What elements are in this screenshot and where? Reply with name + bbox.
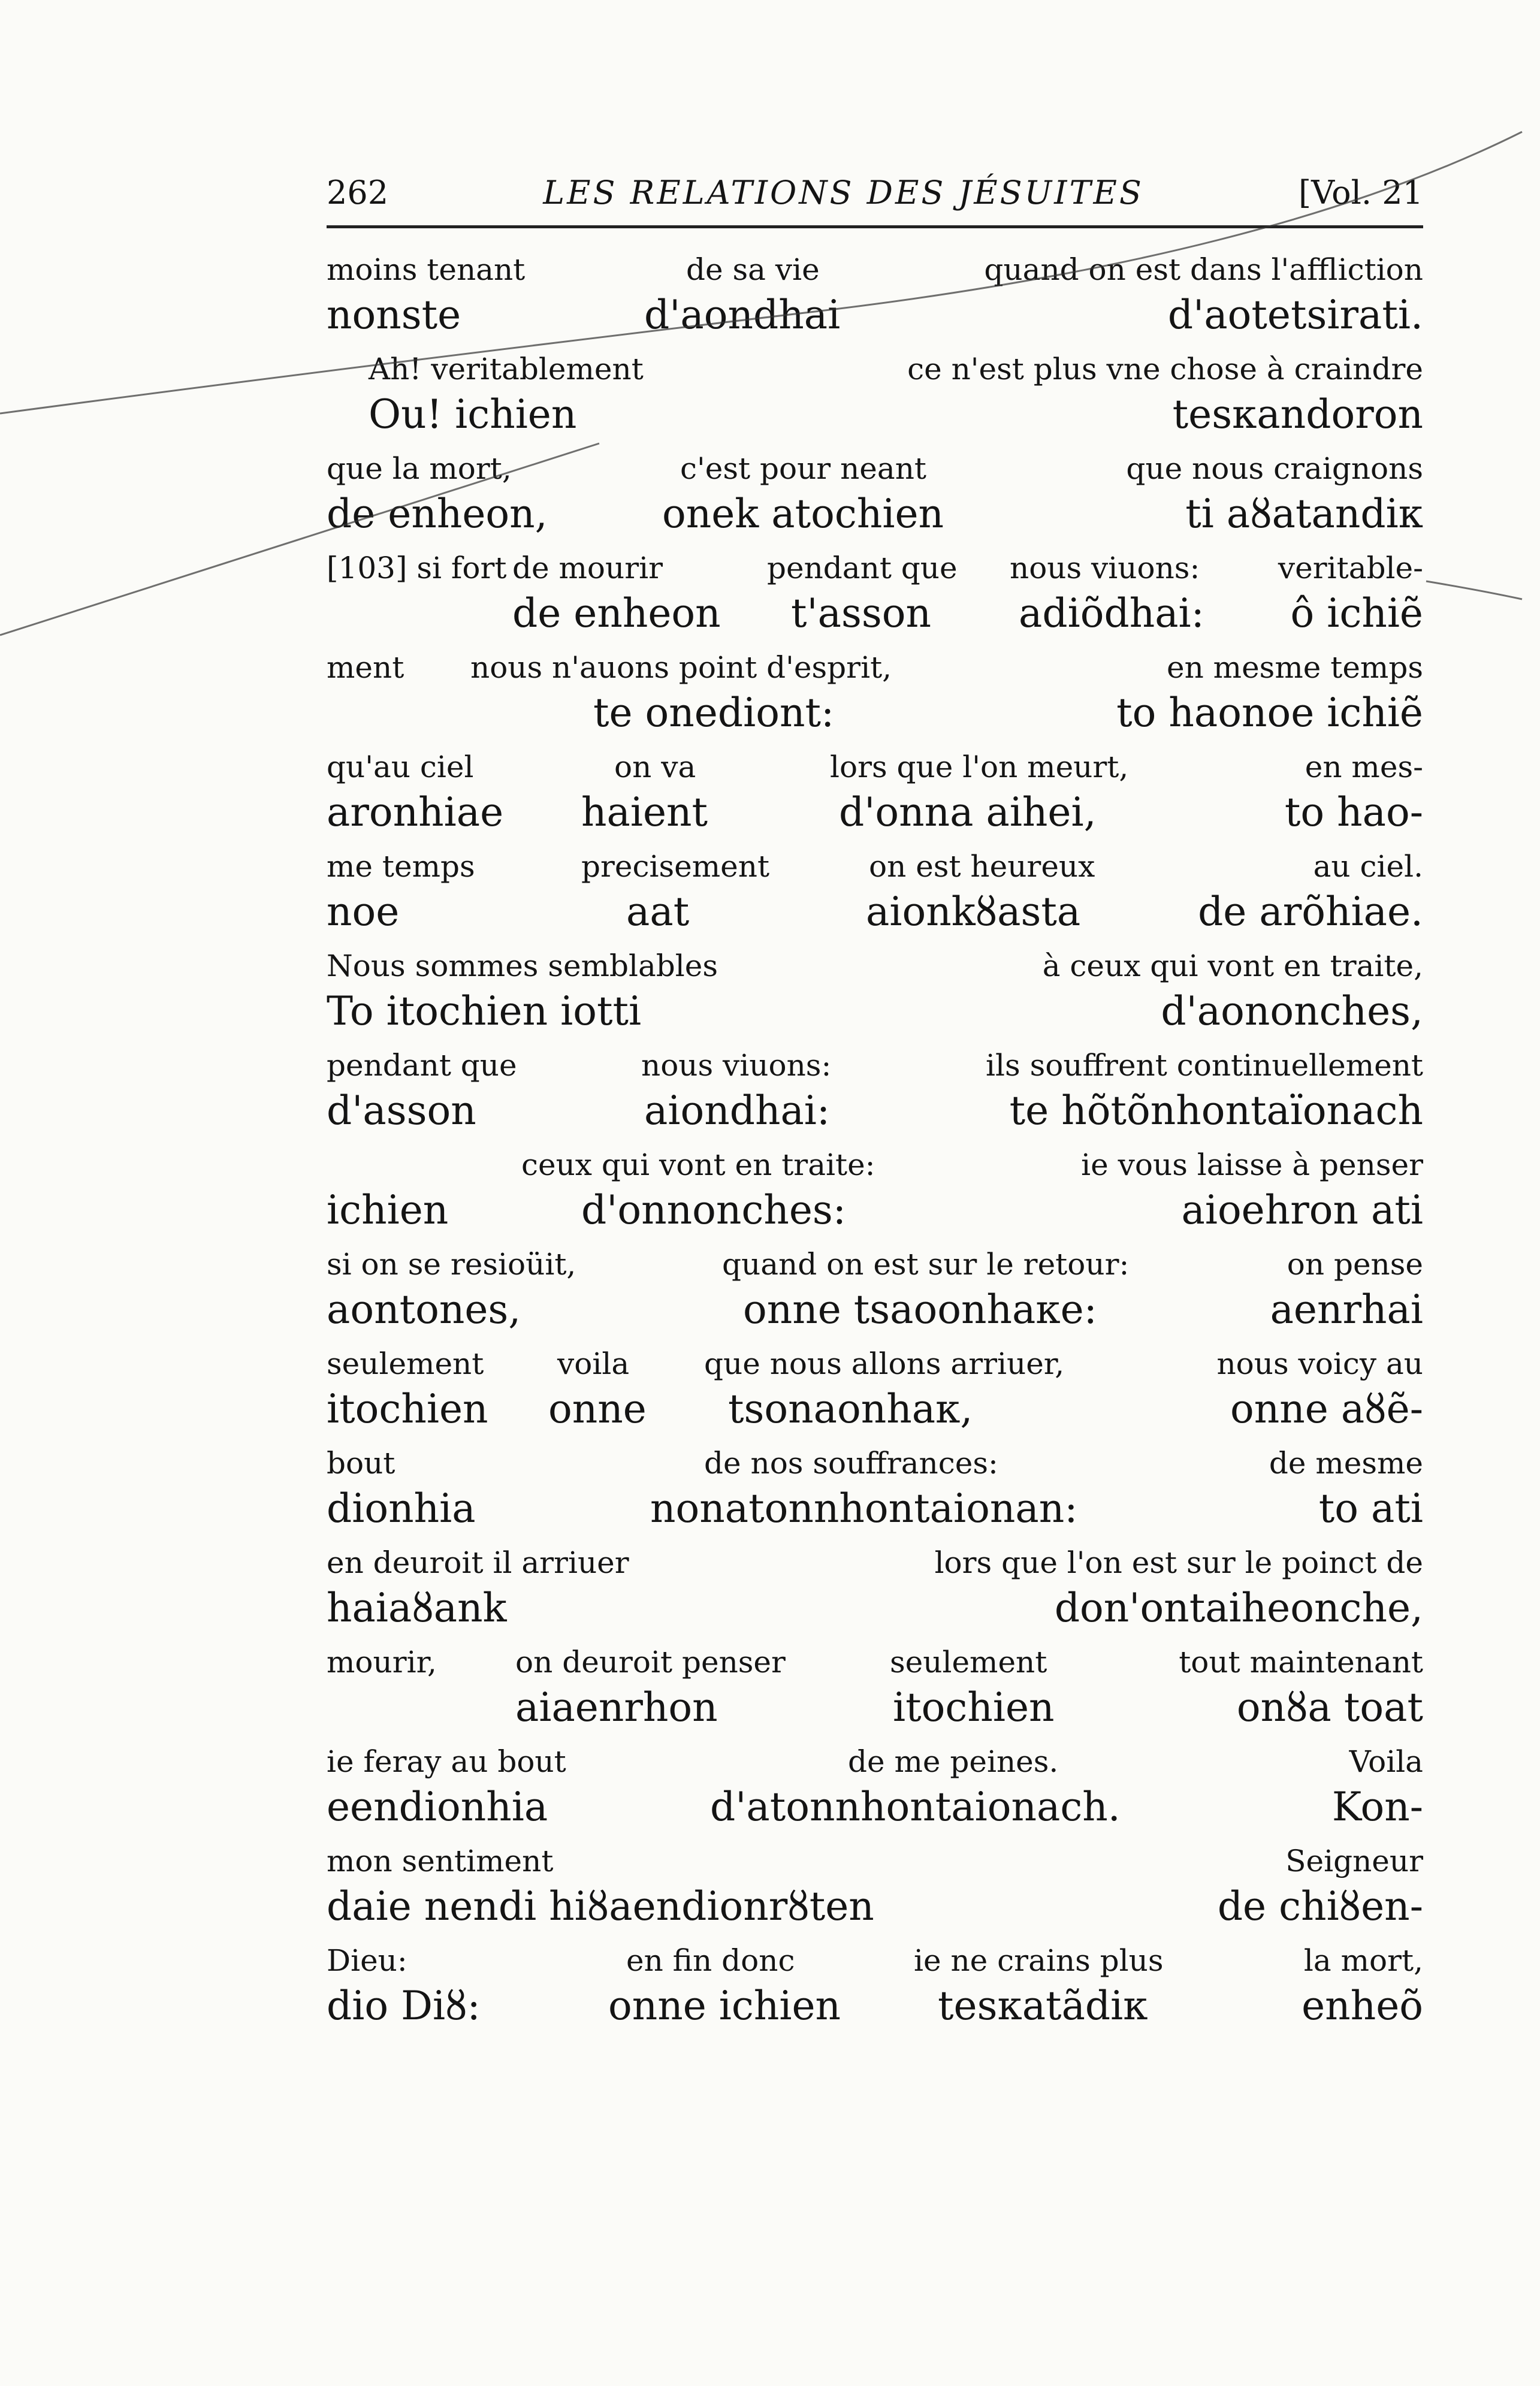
huron-text-line: [327, 292, 1423, 352]
french-gloss: precisement: [581, 849, 770, 884]
huron-text-line: [327, 1386, 1423, 1446]
huron-word: haiaȣank: [327, 1585, 507, 1631]
huron-word: daie nendi hiȣaendionrȣten: [327, 1883, 874, 1929]
french-gloss-line: [327, 551, 1423, 590]
huron-word: onne aȣẽ-: [1230, 1386, 1423, 1432]
french-gloss-line: [327, 1147, 1423, 1187]
huron-word: to ati: [1318, 1485, 1423, 1532]
running-header: [327, 174, 1423, 222]
french-gloss: Ah! veritablement: [369, 352, 644, 386]
huron-word: aiondhai:: [644, 1088, 831, 1134]
french-gloss: au ciel.: [1313, 849, 1423, 884]
french-gloss: ie vous laisse à penser: [1081, 1147, 1423, 1182]
french-gloss: en deuroit il arriuer: [327, 1545, 629, 1580]
huron-text-line: [327, 1983, 1423, 2043]
huron-word: onne ichien: [608, 1983, 841, 2029]
huron-word: eendionhia: [327, 1784, 548, 1830]
french-gloss: Voila: [1349, 1744, 1423, 1779]
huron-word: dio Diȣ:: [327, 1983, 481, 2029]
french-gloss: lors que l'on est sur le poinct de: [934, 1545, 1423, 1580]
french-gloss: tout maintenant: [1179, 1645, 1423, 1680]
huron-word: d'onnonches:: [581, 1187, 847, 1233]
french-gloss: qu'au ciel: [327, 750, 474, 784]
french-gloss: Dieu:: [327, 1943, 407, 1978]
huron-text-line: [327, 1187, 1423, 1247]
french-gloss: ment: [327, 650, 404, 685]
huron-word: onne tsaoonhaкe:: [743, 1286, 1097, 1333]
interlinear-line: [327, 849, 1423, 949]
french-gloss-line: [327, 1446, 1423, 1485]
huron-word: aenrhai: [1270, 1286, 1423, 1333]
huron-text-line: [327, 1485, 1423, 1545]
huron-word: dionhia: [327, 1485, 476, 1532]
french-gloss: ceux qui vont en traite:: [521, 1147, 875, 1182]
french-gloss: [103] si fort: [327, 551, 507, 585]
huron-word: onȣa toat: [1236, 1684, 1423, 1730]
french-gloss: que nous allons arriuer,: [704, 1346, 1065, 1381]
interlinear-line: [327, 1147, 1423, 1247]
huron-word: itochien: [893, 1684, 1055, 1730]
french-gloss: de mourir: [512, 551, 663, 585]
page: [327, 174, 1423, 2043]
interlinear-line: [327, 1844, 1423, 1943]
french-gloss: Seigneur: [1285, 1844, 1423, 1878]
huron-word: d'aononches,: [1161, 988, 1423, 1034]
running-title: LES RELATIONS DES JÉSUITES: [543, 174, 1144, 212]
huron-word: aontones,: [327, 1286, 521, 1333]
french-gloss: ie ne crains plus: [914, 1943, 1164, 1978]
interlinear-line: [327, 1645, 1423, 1744]
huron-word: tesкatãdiк: [938, 1983, 1148, 2029]
huron-word: ichien: [327, 1187, 449, 1233]
french-gloss: bout: [327, 1446, 395, 1481]
french-gloss: la mort,: [1303, 1943, 1423, 1978]
huron-word: d'asson: [327, 1088, 476, 1134]
huron-word: ô ichiẽ: [1290, 590, 1423, 636]
french-gloss: de sa vie: [686, 252, 820, 287]
huron-word: te hõtõnhontaïonach: [1009, 1088, 1423, 1134]
huron-word: haient: [581, 789, 708, 835]
huron-word: nonste: [327, 292, 461, 338]
french-gloss: en mesme temps: [1166, 650, 1423, 685]
huron-word: aronhiae: [327, 789, 504, 835]
french-gloss-line: [327, 252, 1423, 292]
french-gloss: on deuroit penser: [515, 1645, 786, 1680]
french-gloss: à ceux qui vont en traite,: [1042, 949, 1423, 983]
french-gloss: pendant que: [767, 551, 958, 585]
french-gloss: que nous craignons: [1126, 451, 1423, 486]
huron-word: adiõdhai:: [1019, 590, 1204, 636]
interlinear-line: [327, 1545, 1423, 1645]
volume-label: [Vol. 21: [1299, 174, 1423, 212]
huron-word: enheõ: [1302, 1983, 1423, 2029]
french-gloss-line: [327, 352, 1423, 391]
interlinear-line: [327, 1744, 1423, 1844]
huron-word: d'aondhai: [644, 292, 841, 338]
header-rule: [327, 225, 1423, 228]
french-gloss: me temps: [327, 849, 475, 884]
huron-text-line: [327, 1088, 1423, 1147]
huron-word: to haonoe ichiẽ: [1116, 690, 1423, 736]
huron-word: onne: [548, 1386, 647, 1432]
french-gloss: de me peines.: [848, 1744, 1059, 1779]
huron-word: de enheon,: [327, 491, 548, 537]
french-gloss-line: [327, 1346, 1423, 1386]
huron-text-line: [327, 1784, 1423, 1844]
interlinear-line: [327, 650, 1423, 750]
page-number: 262: [327, 174, 389, 212]
huron-text-line: [327, 391, 1423, 451]
huron-word: aiaenrhon: [515, 1684, 718, 1730]
french-gloss: si on se resioüit,: [327, 1247, 576, 1282]
french-gloss-line: [327, 1943, 1423, 1983]
interlinear-line: [327, 551, 1423, 650]
interlinear-line: [327, 1446, 1423, 1545]
huron-word: d'aotetsirati.: [1167, 292, 1423, 338]
french-gloss: en fin donc: [626, 1943, 795, 1978]
huron-text-line: [327, 690, 1423, 750]
french-gloss: de nos souffrances:: [704, 1446, 998, 1481]
french-gloss-line: [327, 451, 1423, 491]
french-gloss: lors que l'on meurt,: [830, 750, 1129, 784]
interlinear-line: [327, 750, 1423, 849]
huron-word: Kon-: [1331, 1784, 1423, 1830]
huron-text-line: [327, 1883, 1423, 1943]
interlinear-line: [327, 1048, 1423, 1147]
french-gloss: de mesme: [1269, 1446, 1423, 1481]
french-gloss: ie feray au bout: [327, 1744, 566, 1779]
french-gloss: mourir,: [327, 1645, 437, 1680]
french-gloss: seulement: [327, 1346, 484, 1381]
french-gloss: c'est pour neant: [680, 451, 926, 486]
french-gloss: veritable-: [1278, 551, 1423, 585]
huron-word: To itochien iotti: [327, 988, 642, 1034]
huron-word: aat: [626, 889, 690, 935]
french-gloss-line: [327, 1844, 1423, 1883]
french-gloss: nous voicy au: [1216, 1346, 1423, 1381]
french-gloss-line: [327, 1545, 1423, 1585]
huron-text-line: [327, 491, 1423, 551]
french-gloss: on est heureux: [869, 849, 1095, 884]
french-gloss: que la mort,: [327, 451, 512, 486]
french-gloss: nous viuons:: [641, 1048, 832, 1083]
french-gloss: mon sentiment: [327, 1844, 554, 1878]
french-gloss: on pense: [1287, 1247, 1423, 1282]
interlinear-text: [327, 252, 1423, 2043]
french-gloss-line: [327, 1744, 1423, 1784]
french-gloss: nous viuons:: [1010, 551, 1200, 585]
french-gloss-line: [327, 750, 1423, 789]
interlinear-line: [327, 1943, 1423, 2043]
huron-word: de chiȣen-: [1217, 1883, 1423, 1929]
huron-word: ti aȣatandiк: [1185, 491, 1423, 537]
huron-word: don'ontaiheonche,: [1054, 1585, 1423, 1631]
interlinear-line: [327, 949, 1423, 1048]
french-gloss-line: [327, 1645, 1423, 1684]
huron-word: noe: [327, 889, 400, 935]
huron-text-line: [327, 1684, 1423, 1744]
french-gloss: en mes-: [1305, 750, 1423, 784]
huron-word: to hao-: [1284, 789, 1423, 835]
interlinear-line: [327, 252, 1423, 352]
huron-word: Ou! ichien: [369, 391, 577, 437]
french-gloss-line: [327, 1048, 1423, 1088]
french-gloss: ce n'est plus vne chose à craindre: [907, 352, 1423, 386]
french-gloss: seulement: [890, 1645, 1047, 1680]
huron-word: tsonaonhaк,: [728, 1386, 973, 1432]
french-gloss: Nous sommes semblables: [327, 949, 718, 983]
french-gloss: pendant que: [327, 1048, 517, 1083]
huron-word: aionkȣasta: [866, 889, 1081, 935]
interlinear-line: [327, 1346, 1423, 1446]
huron-text-line: [327, 889, 1423, 949]
french-gloss: quand on est sur le retour:: [722, 1247, 1130, 1282]
huron-word: t'asson: [791, 590, 931, 636]
interlinear-line: [327, 352, 1423, 451]
huron-word: aioehron ati: [1181, 1187, 1423, 1233]
french-gloss-line: [327, 849, 1423, 889]
french-gloss-line: [327, 1247, 1423, 1286]
interlinear-line: [327, 1247, 1423, 1346]
french-gloss: ils souffrent continuellement: [986, 1048, 1423, 1083]
huron-word: d'onna aihei,: [839, 789, 1097, 835]
huron-word: nonatonnhontaionan:: [650, 1485, 1078, 1532]
french-gloss: quand on est dans l'affliction: [984, 252, 1423, 287]
huron-word: te onediont:: [593, 690, 835, 736]
french-gloss: nous n'auons point d'esprit,: [470, 650, 892, 685]
huron-word: de enheon: [512, 590, 721, 636]
french-gloss-line: [327, 949, 1423, 988]
interlinear-line: [327, 451, 1423, 551]
huron-word: tesкandoron: [1172, 391, 1423, 437]
huron-text-line: [327, 789, 1423, 849]
huron-word: de arõhiae.: [1198, 889, 1423, 935]
huron-text-line: [327, 590, 1423, 650]
french-gloss: on va: [614, 750, 696, 784]
huron-text-line: [327, 1585, 1423, 1645]
french-gloss: voila: [557, 1346, 630, 1381]
huron-word: d'atonnhontaionach.: [710, 1784, 1121, 1830]
huron-word: onek atochien: [662, 491, 944, 537]
huron-word: itochien: [327, 1386, 488, 1432]
french-gloss-line: [327, 650, 1423, 690]
huron-text-line: [327, 1286, 1423, 1346]
french-gloss: moins tenant: [327, 252, 526, 287]
huron-text-line: [327, 988, 1423, 1048]
